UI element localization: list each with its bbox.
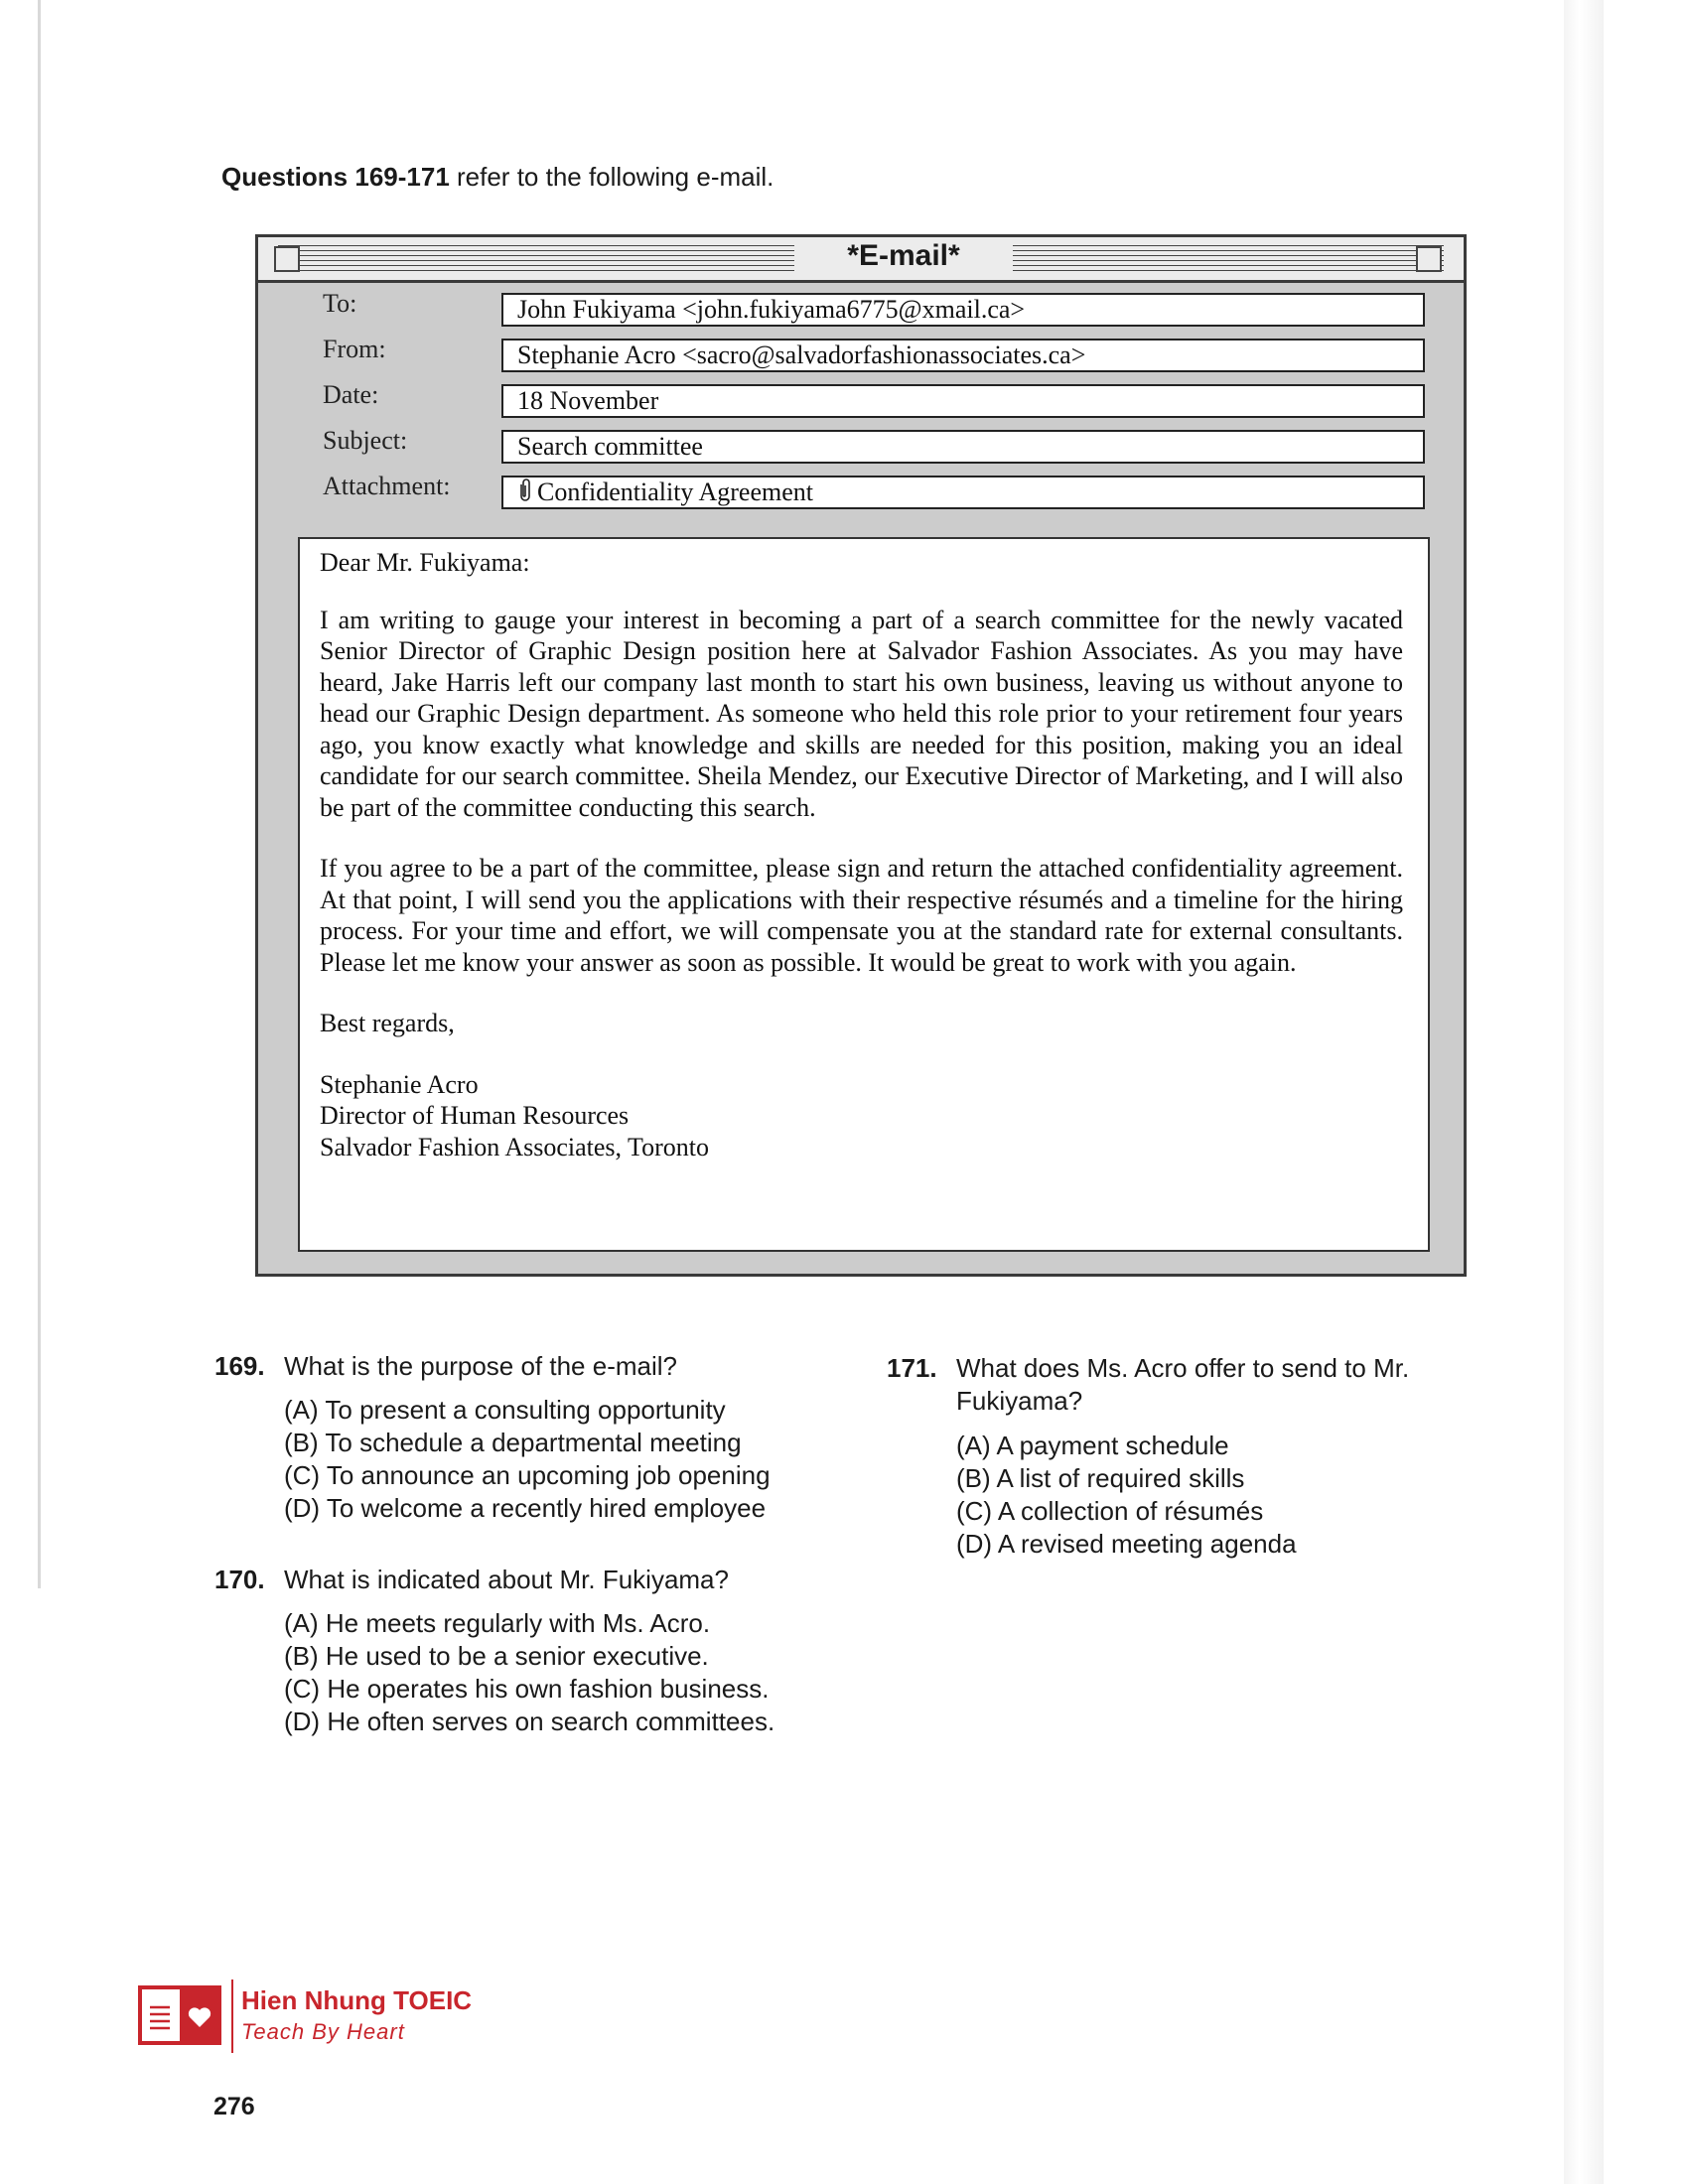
brand-tagline: Teach By Heart: [241, 2019, 405, 2044]
zoom-box-icon[interactable]: [1416, 246, 1442, 272]
signature-title: Director of Human Resources: [320, 1101, 630, 1130]
option-c[interactable]: (C) A collection of résumés: [956, 1496, 1264, 1526]
window-title: *E-mail*: [794, 239, 1013, 273]
question-text: What is the purpose of the e-mail?: [284, 1351, 677, 1381]
questions-intro: [221, 162, 774, 193]
question-169: [214, 1350, 850, 1529]
from-label: From:: [323, 335, 386, 363]
option-a[interactable]: (A) To present a consulting opportunity: [284, 1395, 726, 1425]
option-b[interactable]: (B) He used to be a senior executive.: [284, 1641, 709, 1671]
book-heart-icon: [136, 1981, 223, 2051]
option-b[interactable]: (B) A list of required skills: [956, 1463, 1245, 1493]
option-b[interactable]: (B) To schedule a departmental meeting: [284, 1428, 742, 1457]
title-bar: [258, 237, 1464, 283]
question-number: 171.: [887, 1353, 937, 1383]
attachment-label: Attachment:: [323, 472, 451, 500]
email-greeting: Dear Mr. Fukiyama:: [320, 548, 530, 577]
to-label: To:: [323, 289, 357, 318]
attachment-name: Confidentiality Agreement: [537, 478, 813, 506]
question-text: What is indicated about Mr. Fukiyama?: [284, 1565, 729, 1594]
question-170: [214, 1564, 850, 1742]
page-edge-left: [38, 0, 41, 1588]
option-a[interactable]: (A) He meets regularly with Ms. Acro.: [284, 1608, 711, 1638]
option-d[interactable]: (D) A revised meeting agenda: [956, 1529, 1297, 1559]
option-c[interactable]: (C) To announce an upcoming job opening: [284, 1460, 771, 1490]
option-d[interactable]: (D) He often serves on search committees.: [284, 1706, 775, 1736]
date-field[interactable]: 18 November: [501, 384, 1425, 418]
to-field[interactable]: John Fukiyama <john.fukiyama6775@xmail.ca>: [501, 293, 1425, 327]
question-number: 170.: [214, 1565, 265, 1594]
subject-field[interactable]: Search committee: [501, 430, 1425, 464]
paperclip-icon: [517, 478, 533, 509]
logo-divider: [231, 1979, 233, 2053]
email-body: [298, 537, 1430, 1252]
option-d[interactable]: (D) To welcome a recently hired employee: [284, 1493, 767, 1523]
page-edge-right: [1564, 0, 1604, 2184]
email-paragraph-2: If you agree to be a part of the committee, please sign and return the attached confidentiality agreement. At that point, I will send you the applications with their respective résumés and a timeline for the hiring process. For your time and effort, we will compensate you at the standard rate for external consultants. Please let me know your answer as soon as possible. It would be great to work with you again.: [320, 854, 1403, 977]
questions-range: Questions 169-171: [221, 162, 450, 192]
email-signature: [320, 1069, 1403, 1163]
option-a[interactable]: (A) A payment schedule: [956, 1431, 1229, 1460]
title-bar-stripes-right: [967, 245, 1444, 271]
email-paragraph-1: I am writing to gauge your interest in becoming a part of a search committee for the newly vacated Senior Director of Graphic Design position here at Salvador Fashion Associates. As you may have heard, Jake Harris left our company last month to start his own business, leaving us without anyone to head our Graphic Design department. As someone who held this role prior to your retirement four years ago, you know exactly what knowledge and skills are needed for this position, making you an ideal candidate for our search committee. Sheila Mendez, our Executive Director of Marketing, and I will also be part of the committee conducting this search.: [320, 605, 1403, 822]
question-171: [887, 1352, 1443, 1570]
date-label: Date:: [323, 380, 379, 409]
attachment-field[interactable]: [501, 476, 1425, 509]
title-bar-stripes-left: [278, 245, 794, 271]
intro-text: refer to the following e-mail.: [449, 162, 774, 192]
option-c[interactable]: (C) He operates his own fashion business.: [284, 1674, 770, 1704]
signature-company: Salvador Fashion Associates, Toronto: [320, 1132, 710, 1161]
signature-name: Stephanie Acro: [320, 1069, 479, 1099]
question-number: 169.: [214, 1351, 265, 1381]
question-text: What does Ms. Acro offer to send to Mr. Fukiyama?: [956, 1353, 1410, 1416]
brand-name: Hien Nhung TOEIC: [241, 1985, 473, 2015]
close-box-icon[interactable]: [274, 246, 300, 272]
email-closing: Best regards,: [320, 1009, 455, 1037]
email-window: [255, 234, 1467, 1277]
page-number: 276: [213, 2093, 255, 2120]
subject-label: Subject:: [323, 426, 408, 455]
from-field[interactable]: Stephanie Acro <sacro@salvadorfashionassociates.ca>: [501, 339, 1425, 372]
